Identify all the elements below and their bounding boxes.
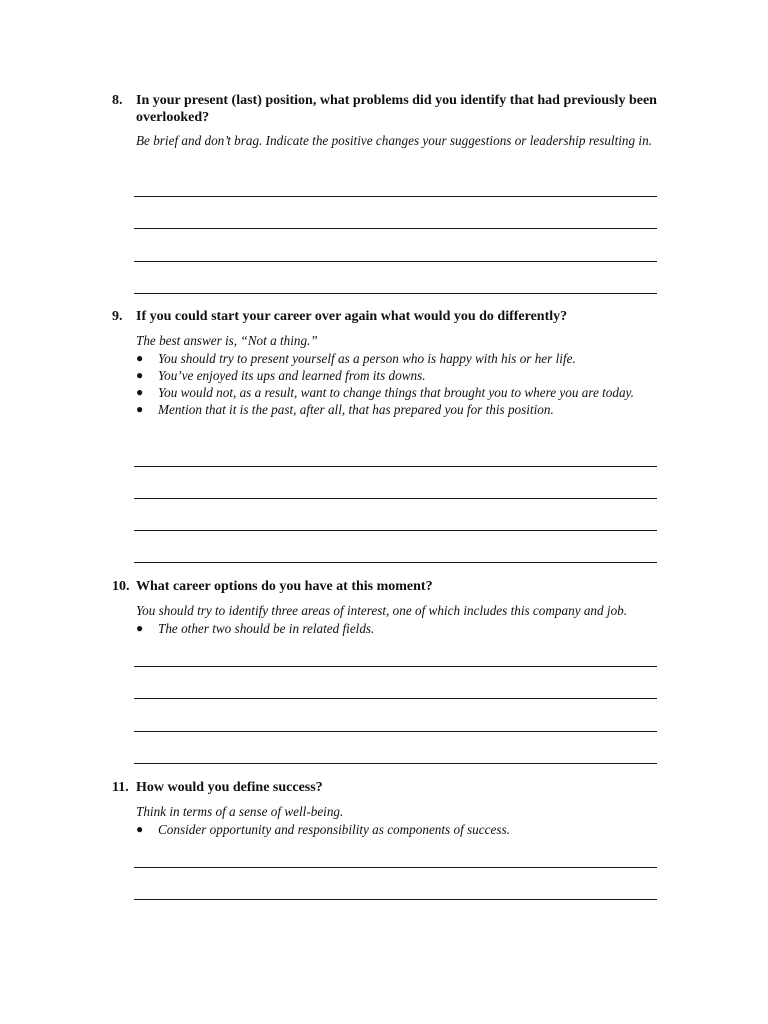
- answer-line[interactable]: [134, 293, 657, 294]
- guidance-bullet: ● The other two should be in related fields.: [136, 620, 375, 636]
- answer-line[interactable]: [134, 466, 657, 467]
- guidance-list: [136, 620, 672, 637]
- answer-line[interactable]: [134, 698, 657, 699]
- question-title: If you could start your career over again what would you do differently?: [136, 309, 568, 324]
- bullet-icon: ●: [136, 384, 144, 399]
- guidance-bullet: ● You would not, as a result, want to change things that brought you to where you are today.: [136, 384, 634, 400]
- question-number: 8.: [112, 93, 123, 108]
- question-11: [112, 780, 672, 838]
- question-guidance: Be brief and don’t brag. Indicate the positive changes your suggestions or leadership resulting in.: [136, 133, 652, 148]
- answer-line[interactable]: [134, 867, 657, 868]
- answer-line[interactable]: [134, 228, 657, 229]
- question-number: 9.: [112, 309, 123, 324]
- question-heading: [112, 780, 672, 797]
- question-title: How would you define success?: [136, 780, 323, 795]
- bullet-icon: ●: [136, 350, 144, 365]
- guidance-bullet: ● You’ve enjoyed its ups and learned from its downs.: [136, 367, 426, 383]
- bullet-icon: ●: [136, 367, 144, 382]
- question-guidance: Think in terms of a sense of well-being.: [136, 803, 344, 819]
- answer-line[interactable]: [134, 763, 657, 764]
- answer-line[interactable]: [134, 530, 657, 531]
- question-heading: [112, 309, 672, 326]
- question-number: 10.: [112, 579, 130, 594]
- question-10: [112, 579, 672, 637]
- answer-line[interactable]: [134, 196, 657, 197]
- bullet-icon: ●: [136, 821, 144, 836]
- bullet-icon: ●: [136, 401, 144, 416]
- bullet-icon: ●: [136, 620, 144, 635]
- answer-line[interactable]: [134, 666, 657, 667]
- guidance-list: [136, 350, 672, 418]
- answer-line[interactable]: [134, 899, 657, 900]
- guidance-bullet: ● Mention that it is the past, after all, that has prepared you for this position.: [136, 401, 554, 417]
- answer-line[interactable]: [134, 261, 657, 262]
- question-heading: [112, 93, 672, 126]
- question-8: [112, 93, 672, 149]
- guidance-bullet: ● Consider opportunity and responsibility as components of success.: [136, 821, 510, 837]
- question-number: 11.: [112, 780, 129, 795]
- question-title: In your present (last) position, what problems did you identify that had previously been overlooked?: [136, 93, 657, 125]
- answer-line[interactable]: [134, 731, 657, 732]
- guidance-list: [136, 821, 672, 838]
- question-guidance: The best answer is, “Not a thing.”: [136, 332, 318, 348]
- question-heading: [112, 579, 672, 596]
- answer-line[interactable]: [134, 562, 657, 563]
- guidance-bullet: ● You should try to present yourself as a person who is happy with his or her life.: [136, 350, 576, 366]
- question-guidance: You should try to identify three areas of interest, one of which includes this company and job.: [136, 602, 628, 618]
- question-title: What career options do you have at this moment?: [136, 579, 433, 594]
- answer-line[interactable]: [134, 498, 657, 499]
- question-9: [112, 309, 672, 418]
